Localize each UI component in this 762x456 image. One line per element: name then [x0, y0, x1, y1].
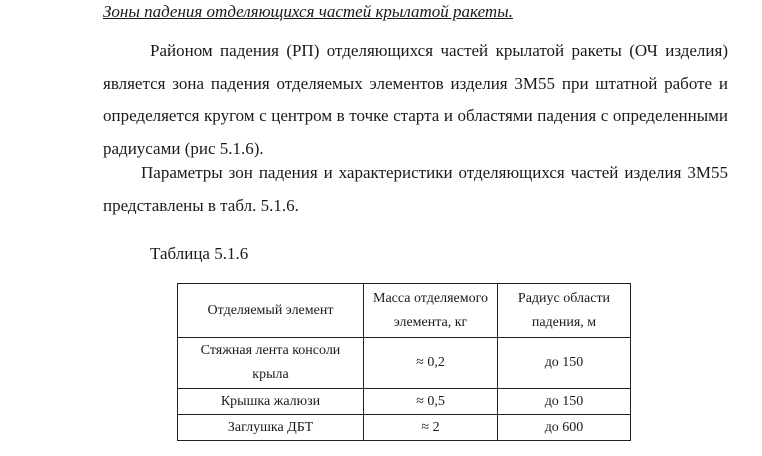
separating-parts-table: [177, 283, 631, 441]
table-cell-element: Стяжная лента консоли крыла: [178, 338, 364, 389]
paragraph-text: Параметры зон падения и характеристики отделяющихся частей изделия 3М55 представлены в табл. 5.1.6.: [103, 163, 728, 215]
table-cell-element: Заглушка ДБТ: [178, 415, 364, 441]
table-cell-mass: ≈ 0,2: [364, 338, 498, 389]
column-header-element: Отделяемый элемент: [178, 284, 364, 338]
table-cell-radius: до 600: [498, 415, 631, 441]
table-row: [178, 389, 631, 415]
paragraph-fall-zone-description: [103, 35, 728, 165]
table-header-row: [178, 284, 631, 338]
paragraph-text: Районом падения (РП) отделяющихся частей крылатой ракеты (ОЧ изделия) является зона падения отделяемых элементов изделия 3М55 при штатной работе и определяется кругом с центром в точке старта и областями падения с определенными радиусами (рис 5.1.6).: [103, 41, 728, 158]
table-row: [178, 338, 631, 389]
column-header-radius: Радиус области падения, м: [498, 284, 631, 338]
table-cell-mass: ≈ 0,5: [364, 389, 498, 415]
table-cell-radius: до 150: [498, 389, 631, 415]
table-cell-radius: до 150: [498, 338, 631, 389]
section-heading: Зоны падения отделяющихся частей крылатой ракеты.: [103, 2, 513, 21]
table-cell-mass: ≈ 2: [364, 415, 498, 441]
paragraph-parameters-reference: [103, 157, 728, 222]
column-header-mass: Масса отделяемого элемента, кг: [364, 284, 498, 338]
table-row: [178, 415, 631, 441]
table-caption: Таблица 5.1.6: [150, 244, 249, 263]
table-cell-element: Крышка жалюзи: [178, 389, 364, 415]
